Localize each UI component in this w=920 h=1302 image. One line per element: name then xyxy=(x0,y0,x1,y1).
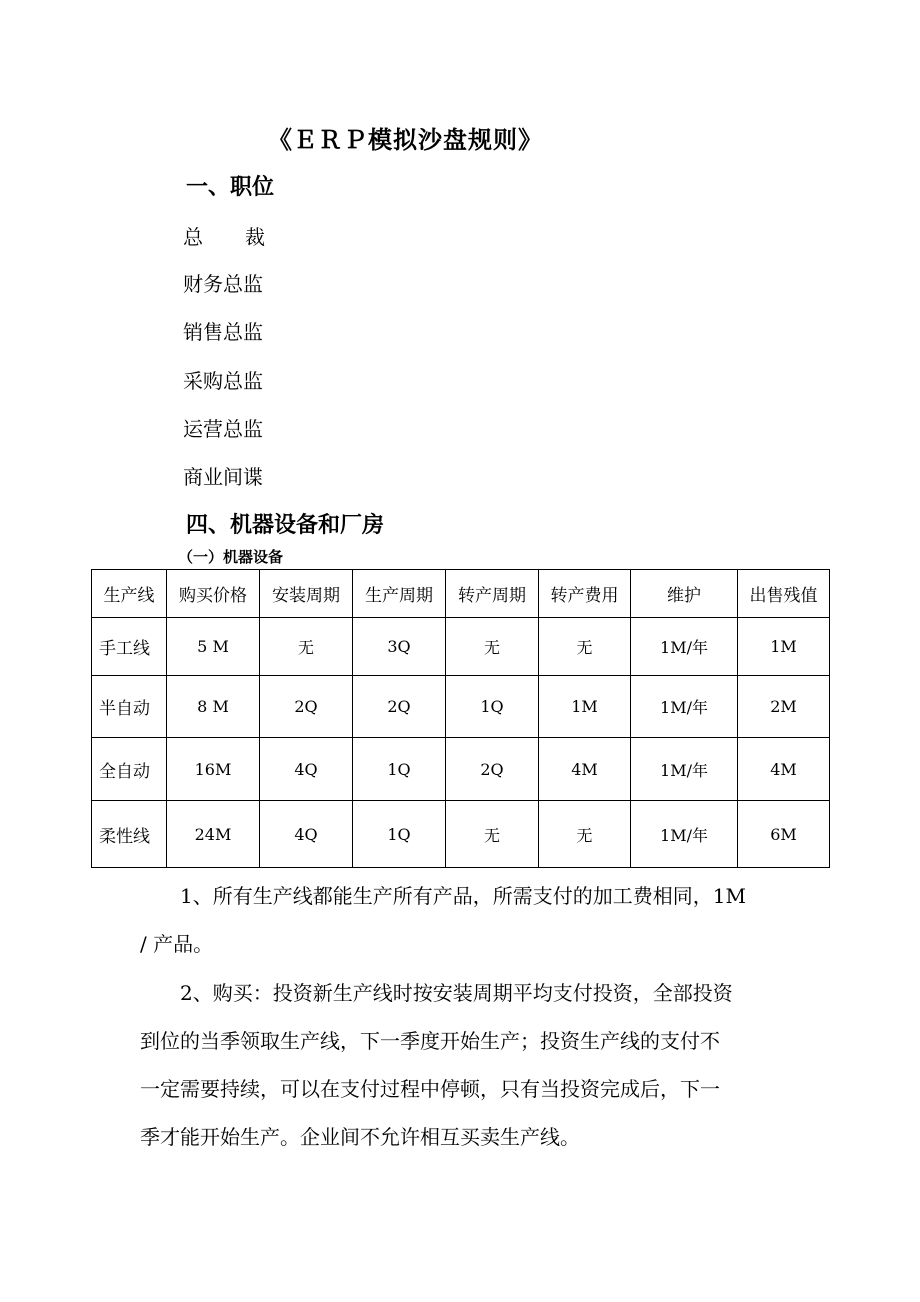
table-cell: 半自动 xyxy=(92,676,167,738)
table-cell: 2Q xyxy=(353,676,446,738)
table-row xyxy=(92,738,830,801)
table-cell: 1M/年 xyxy=(631,801,738,868)
table-header-cell: 安装周期 xyxy=(260,570,353,618)
table-cell: 2M xyxy=(738,676,830,738)
table-cell: 1M/年 xyxy=(631,676,738,738)
table-header-row xyxy=(92,570,830,618)
paragraph-line: 季才能开始生产。企业间不允许相互买卖生产线。 xyxy=(140,1125,580,1149)
table-header-cell: 转产周期 xyxy=(446,570,539,618)
table-cell: 8 M xyxy=(167,676,260,738)
table-cell: 1M xyxy=(738,618,830,676)
table-cell: 1M xyxy=(539,676,631,738)
table-cell: 1Q xyxy=(353,801,446,868)
table-header-cell: 出售残值 xyxy=(738,570,830,618)
table-row xyxy=(92,676,830,738)
table-cell: 6M xyxy=(738,801,830,868)
paragraph-line-text: 2、购买：投资新生产线时按安装周期平均支付投资，全部投资 xyxy=(180,981,733,1005)
table-header-cell: 生产线 xyxy=(92,570,167,618)
paragraph-line: 一定需要持续，可以在支付过程中停顿，只有当投资完成后，下一 xyxy=(140,1077,720,1101)
table-cell: 4Q xyxy=(260,738,353,801)
paragraph-line xyxy=(140,969,790,1017)
table-cell: 手工线 xyxy=(92,618,167,676)
paragraph-line xyxy=(140,872,790,920)
paragraph-rule-1 xyxy=(140,872,790,968)
table-header-cell: 生产周期 xyxy=(353,570,446,618)
table-cell: 1M/年 xyxy=(631,618,738,676)
table-cell: 2Q xyxy=(260,676,353,738)
table-cell: 1M/年 xyxy=(631,738,738,801)
table-header-cell: 转产费用 xyxy=(539,570,631,618)
role-item: 采购总监 xyxy=(183,369,263,393)
table-cell: 无 xyxy=(539,618,631,676)
table-cell: 4M xyxy=(539,738,631,801)
table-cell: 16M xyxy=(167,738,260,801)
paragraph-line: / 产品。 xyxy=(140,932,214,956)
role-item: 商业间谍 xyxy=(183,465,263,489)
paragraph-line: 到位的当季领取生产线，下一季度开始生产；投资生产线的支付不 xyxy=(140,1029,720,1053)
table-cell: 5 M xyxy=(167,618,260,676)
table-cell: 1Q xyxy=(446,676,539,738)
role-item: 销售总监 xyxy=(183,320,263,344)
table-cell: 无 xyxy=(539,801,631,868)
section-heading-positions: 一、职位 xyxy=(186,174,275,200)
table-cell: 柔性线 xyxy=(92,801,167,868)
table-cell: 3Q xyxy=(353,618,446,676)
equipment-table xyxy=(91,569,830,868)
table-header-cell: 购买价格 xyxy=(167,570,260,618)
table-cell: 1Q xyxy=(353,738,446,801)
table-cell: 无 xyxy=(260,618,353,676)
role-item: 财务总监 xyxy=(183,272,263,296)
role-item: 运营总监 xyxy=(183,417,263,441)
table-cell: 全自动 xyxy=(92,738,167,801)
section-heading-equipment: 四、机器设备和厂房 xyxy=(186,512,385,538)
paragraph-rule-2 xyxy=(140,969,790,1161)
paragraph-line-text: 1、所有生产线都能生产所有产品，所需支付的加工费相同，1M xyxy=(180,884,746,908)
table-cell: 无 xyxy=(446,801,539,868)
table-cell: 2Q xyxy=(446,738,539,801)
table-cell: 无 xyxy=(446,618,539,676)
document-title: 《ＥＲＰ模拟沙盘规则》 xyxy=(268,125,543,154)
role-item: 总裁 xyxy=(183,225,307,249)
subsection-heading-machines: （一）机器设备 xyxy=(178,548,284,566)
table-cell: 4Q xyxy=(260,801,353,868)
table-row xyxy=(92,801,830,868)
table-header-cell: 维护 xyxy=(631,570,738,618)
table-row xyxy=(92,618,830,676)
table-cell: 24M xyxy=(167,801,260,868)
table-cell: 4M xyxy=(738,738,830,801)
